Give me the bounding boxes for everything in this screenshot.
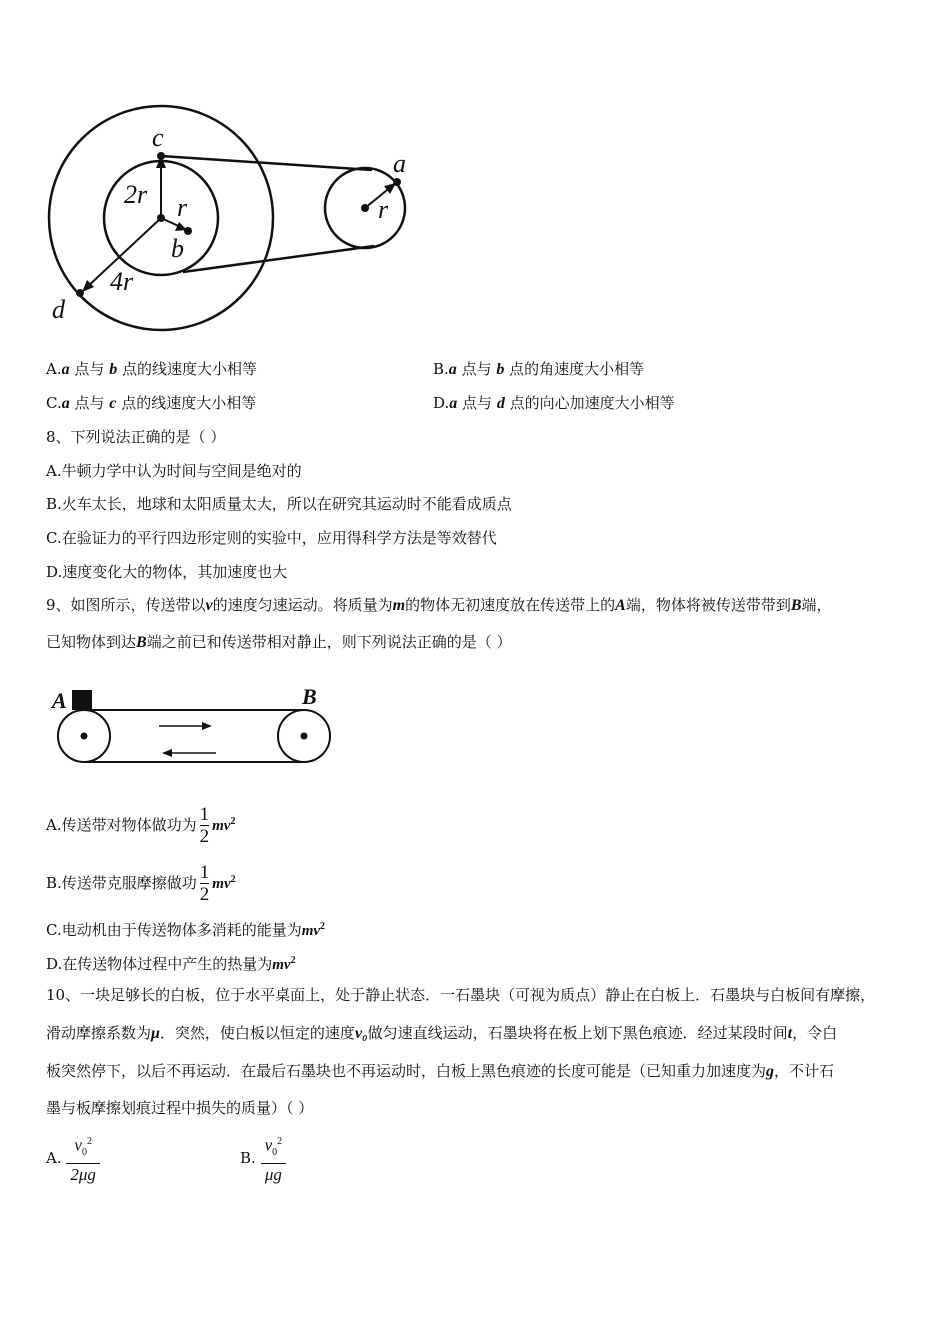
center-small <box>361 204 369 212</box>
q9-stem-line2: 已知物体到达B端之前已和传送带相对静止，则下列说法正确的是（ ） <box>46 633 512 651</box>
label-a: a <box>393 149 406 178</box>
q10-line1: 10、一块足够长的白板，位于水平桌面上，处于静止状态．一石墨块（可视为质点）静止在白板上．石墨块与白板间有摩擦， <box>46 986 876 1004</box>
fraction-half: $\frac{1}{2}$ <box>199 803 210 847</box>
q10-line2: 滑动摩擦系数为μ．突然，使白板以恒定的速度v₀做匀速直线运动，石墨块将在板上划下黑色痕迹．经过某段时间t，令白 <box>46 1024 838 1042</box>
label-r-a: r <box>378 195 389 224</box>
block-on-belt <box>72 690 92 710</box>
point-b <box>184 227 192 235</box>
q9-option-b: B.传送带克服摩擦做功 $\frac{1}{2}$ $mv^2$ <box>46 861 236 905</box>
q10-line3: 板突然停下，以后不再运动．在最后石墨块也不再运动时，白板上黑色痕迹的长度可能是（已知重力加速度为g，不计石 <box>46 1062 835 1080</box>
left-axle <box>81 733 88 740</box>
q7-option-d: D.a 点与 d 点的向心加速度大小相等 <box>433 394 675 412</box>
q8-option-c: C.在验证力的平行四边形定则的实验中，应用得科学方法是等效替代 <box>46 529 497 547</box>
q9-stem-line1: 9、如图所示，传送带以v的速度匀速运动。将质量为m的物体无初速度放在传送带上的A端，物体将被传送带带到B端， <box>46 596 832 614</box>
q7-option-c: C.a 点与 c 点的线速度大小相等 <box>46 394 257 412</box>
label-2r: 2r <box>124 180 148 209</box>
center-big <box>157 214 165 222</box>
q10-option-a: A. $\frac{v_0^2}{2\mu g}$ <box>46 1132 100 1186</box>
label-r-b: r <box>177 193 188 222</box>
q8-option-a: A.牛顿力学中认为时间与空间是绝对的 <box>46 462 302 480</box>
q9-option-d: D.在传送物体过程中产生的热量为$mv^2$ <box>46 955 296 973</box>
fraction-half: $\frac{1}{2}$ <box>199 861 210 905</box>
belt-top <box>161 156 372 170</box>
label-b: b <box>171 234 184 263</box>
q8-option-d: D.速度变化大的物体，其加速度也大 <box>46 563 288 581</box>
label-B: B <box>302 684 317 709</box>
q9-option-c: C.电动机由于传送物体多消耗的能量为$mv^2$ <box>46 921 326 939</box>
label-A: A <box>52 688 67 713</box>
q10-option-b: B. $\frac{v_0^2}{\mu g}$ <box>240 1132 286 1186</box>
q7-option-b: B.a 点与 b 点的角速度大小相等 <box>433 360 645 378</box>
q9-option-a: A.传送带对物体做功为 $\frac{1}{2}$ $mv^2$ <box>46 803 236 847</box>
arrow-left-head <box>162 749 172 757</box>
fraction-a: $\frac{v_0^2}{2\mu g}$ <box>66 1132 100 1186</box>
point-d <box>76 289 84 297</box>
q8-stem: 8、下列说法正确的是（ ） <box>46 428 226 446</box>
label-4r: 4r <box>110 267 134 296</box>
q10-line4: 墨与板摩擦划痕过程中损失的质量）（ ） <box>46 1099 314 1117</box>
conveyor-figure <box>44 680 344 780</box>
belt-bottom <box>183 246 374 272</box>
q7-option-a: A.a 点与 b 点的线速度大小相等 <box>46 360 257 378</box>
point-a <box>393 178 401 186</box>
arrow-right-head <box>202 722 212 730</box>
point-c <box>157 152 165 160</box>
wheels-figure <box>40 100 420 335</box>
q8-option-b: B.火车太长，地球和太阳质量太大，所以在研究其运动时不能看成质点 <box>46 495 512 513</box>
right-axle <box>301 733 308 740</box>
label-d: d <box>52 295 65 324</box>
fraction-b: $\frac{v_0^2}{\mu g}$ <box>261 1132 287 1186</box>
label-c: c <box>152 123 164 152</box>
